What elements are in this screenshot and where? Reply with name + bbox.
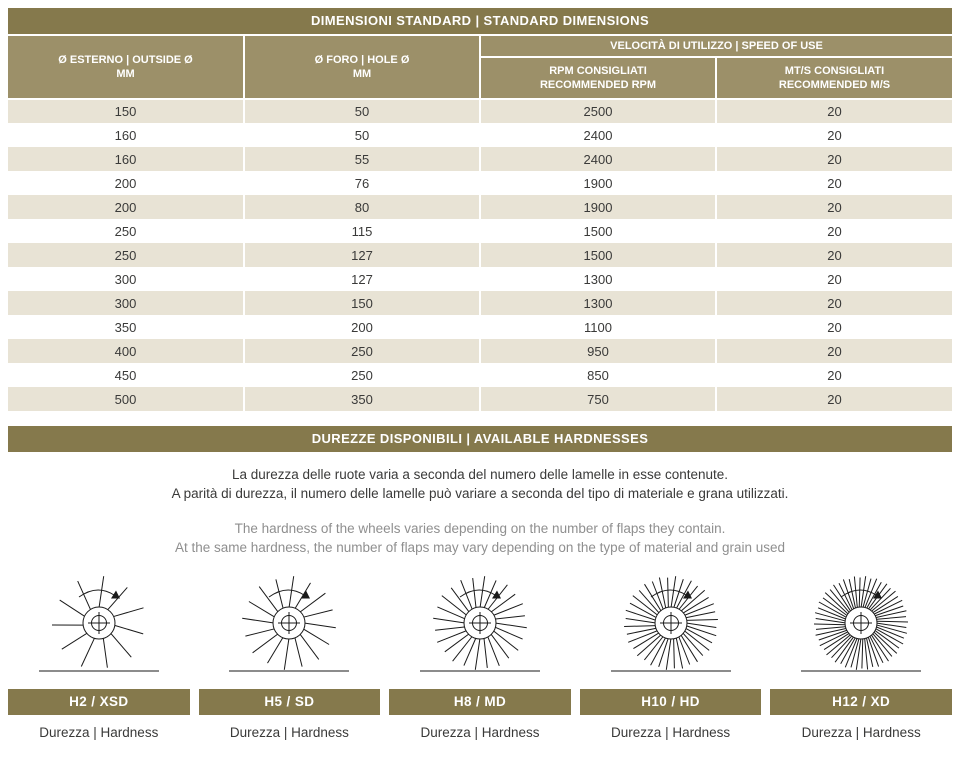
cell-recommended-ms: 20 (716, 267, 952, 291)
cell-recommended-ms: 20 (716, 123, 952, 147)
hardness-grade-label: H12 / XD (770, 689, 952, 715)
table-row (8, 195, 952, 219)
cell-recommended-rpm: 1500 (480, 219, 716, 243)
col-header-hole-line2: MM (352, 68, 372, 80)
hardness-caption: Durezza | Hardness (801, 725, 921, 740)
cell-recommended-ms: 20 (716, 219, 952, 243)
dimensions-table-body (8, 99, 952, 411)
table-row (8, 147, 952, 171)
cell-hole-diameter: 80 (244, 195, 480, 219)
cell-outside-diameter: 200 (8, 171, 244, 195)
hardness-text-italian-line1: La durezza delle ruote varia a seconda del numero delle lamelle in esse contenute. (231, 467, 729, 482)
hardness-grade-label: H8 / MD (389, 689, 571, 715)
hardness-section-title: DUREZZE DISPONIBILI | AVAILABLE HARDNESSES (8, 426, 952, 452)
table-row (8, 339, 952, 363)
cell-hole-diameter: 350 (244, 387, 480, 411)
cell-outside-diameter: 200 (8, 195, 244, 219)
cell-recommended-ms: 20 (716, 339, 952, 363)
flap-wheel-illustration (609, 569, 733, 677)
cell-recommended-ms: 20 (716, 171, 952, 195)
cell-hole-diameter: 55 (244, 147, 480, 171)
col-header-outside-diameter (8, 36, 244, 99)
cell-outside-diameter: 400 (8, 339, 244, 363)
hardness-text-english (8, 519, 952, 557)
hardness-caption: Durezza | Hardness (229, 725, 349, 740)
cell-outside-diameter: 150 (8, 99, 244, 123)
dimensions-table (8, 36, 952, 411)
table-row (8, 243, 952, 267)
col-header-speed-of-use-group: VELOCITÀ DI UTILIZZO | SPEED OF USE (480, 36, 952, 57)
cell-outside-diameter: 300 (8, 291, 244, 315)
col-header-recommended-ms (716, 57, 952, 99)
cell-hole-diameter: 76 (244, 171, 480, 195)
col-header-hole-line1: Ø FORO | HOLE Ø (314, 54, 410, 66)
cell-recommended-ms: 20 (716, 243, 952, 267)
hardness-text-english-line1: The hardness of the wheels varies depending on the number of flaps they contain. (234, 521, 726, 536)
cell-recommended-ms: 20 (716, 291, 952, 315)
cell-hole-diameter: 250 (244, 363, 480, 387)
hardness-caption: Durezza | Hardness (420, 725, 540, 740)
cell-hole-diameter: 150 (244, 291, 480, 315)
cell-recommended-rpm: 2500 (480, 99, 716, 123)
hardness-wheels-row (8, 569, 952, 740)
cell-hole-diameter: 50 (244, 99, 480, 123)
col-header-ms-line1: MT/S CONSIGLIATI (784, 65, 885, 77)
cell-outside-diameter: 160 (8, 123, 244, 147)
cell-recommended-ms: 20 (716, 99, 952, 123)
cell-recommended-ms: 20 (716, 315, 952, 339)
col-header-rpm-line1: RPM CONSIGLIATI (549, 65, 647, 77)
cell-recommended-rpm: 1900 (480, 195, 716, 219)
cell-hole-diameter: 250 (244, 339, 480, 363)
hardness-text-english-line2: At the same hardness, the number of flaps may vary depending on the type of material and grain used (174, 540, 786, 555)
hardness-wheel-column (389, 569, 571, 740)
table-row (8, 267, 952, 291)
cell-recommended-rpm: 1500 (480, 243, 716, 267)
cell-recommended-rpm: 1900 (480, 171, 716, 195)
hardness-grade-label: H5 / SD (199, 689, 381, 715)
cell-outside-diameter: 300 (8, 267, 244, 291)
dimensions-table-title: DIMENSIONI STANDARD | STANDARD DIMENSIONS (8, 8, 952, 34)
cell-hole-diameter: 115 (244, 219, 480, 243)
cell-hole-diameter: 127 (244, 267, 480, 291)
cell-hole-diameter: 127 (244, 243, 480, 267)
cell-outside-diameter: 250 (8, 243, 244, 267)
flap-wheel-illustration (799, 569, 923, 677)
cell-recommended-ms: 20 (716, 195, 952, 219)
hardness-grade-label: H10 / HD (580, 689, 762, 715)
table-row (8, 291, 952, 315)
hardness-grade-label: H2 / XSD (8, 689, 190, 715)
flap-wheel-illustration (227, 569, 351, 677)
cell-recommended-rpm: 2400 (480, 147, 716, 171)
hardness-caption: Durezza | Hardness (611, 725, 731, 740)
table-row (8, 315, 952, 339)
table-row (8, 387, 952, 411)
cell-recommended-rpm: 1300 (480, 267, 716, 291)
cell-outside-diameter: 250 (8, 219, 244, 243)
cell-hole-diameter: 200 (244, 315, 480, 339)
cell-recommended-rpm: 1100 (480, 315, 716, 339)
cell-outside-diameter: 350 (8, 315, 244, 339)
cell-recommended-rpm: 1300 (480, 291, 716, 315)
cell-recommended-rpm: 2400 (480, 123, 716, 147)
hardness-wheel-column (199, 569, 381, 740)
table-row (8, 123, 952, 147)
col-header-rpm-line2: RECOMMENDED RPM (539, 79, 657, 91)
col-header-ms-line2: RECOMMENDED M/S (778, 79, 891, 91)
cell-outside-diameter: 500 (8, 387, 244, 411)
hardness-caption: Durezza | Hardness (39, 725, 159, 740)
cell-recommended-rpm: 950 (480, 339, 716, 363)
table-row (8, 171, 952, 195)
hardness-text-italian-line2: A parità di durezza, il numero delle lamelle può variare a seconda del tipo di materiale e grana utilizzati. (171, 486, 789, 501)
cell-outside-diameter: 160 (8, 147, 244, 171)
cell-hole-diameter: 50 (244, 123, 480, 147)
cell-outside-diameter: 450 (8, 363, 244, 387)
cell-recommended-rpm: 850 (480, 363, 716, 387)
col-header-outside-line2: MM (116, 68, 135, 80)
col-header-outside-line1: Ø ESTERNO | OUTSIDE Ø (58, 54, 193, 66)
hardness-wheel-column (770, 569, 952, 740)
table-row (8, 363, 952, 387)
table-row (8, 99, 952, 123)
hardness-wheel-column (580, 569, 762, 740)
cell-recommended-rpm: 750 (480, 387, 716, 411)
col-header-hole-diameter (244, 36, 480, 99)
flap-wheel-illustration (37, 569, 161, 677)
table-row (8, 219, 952, 243)
hardness-wheel-column (8, 569, 190, 740)
flap-wheel-illustration (418, 569, 542, 677)
hardness-text-italian (8, 465, 952, 503)
cell-recommended-ms: 20 (716, 363, 952, 387)
col-header-recommended-rpm (480, 57, 716, 99)
cell-recommended-ms: 20 (716, 147, 952, 171)
cell-recommended-ms: 20 (716, 387, 952, 411)
